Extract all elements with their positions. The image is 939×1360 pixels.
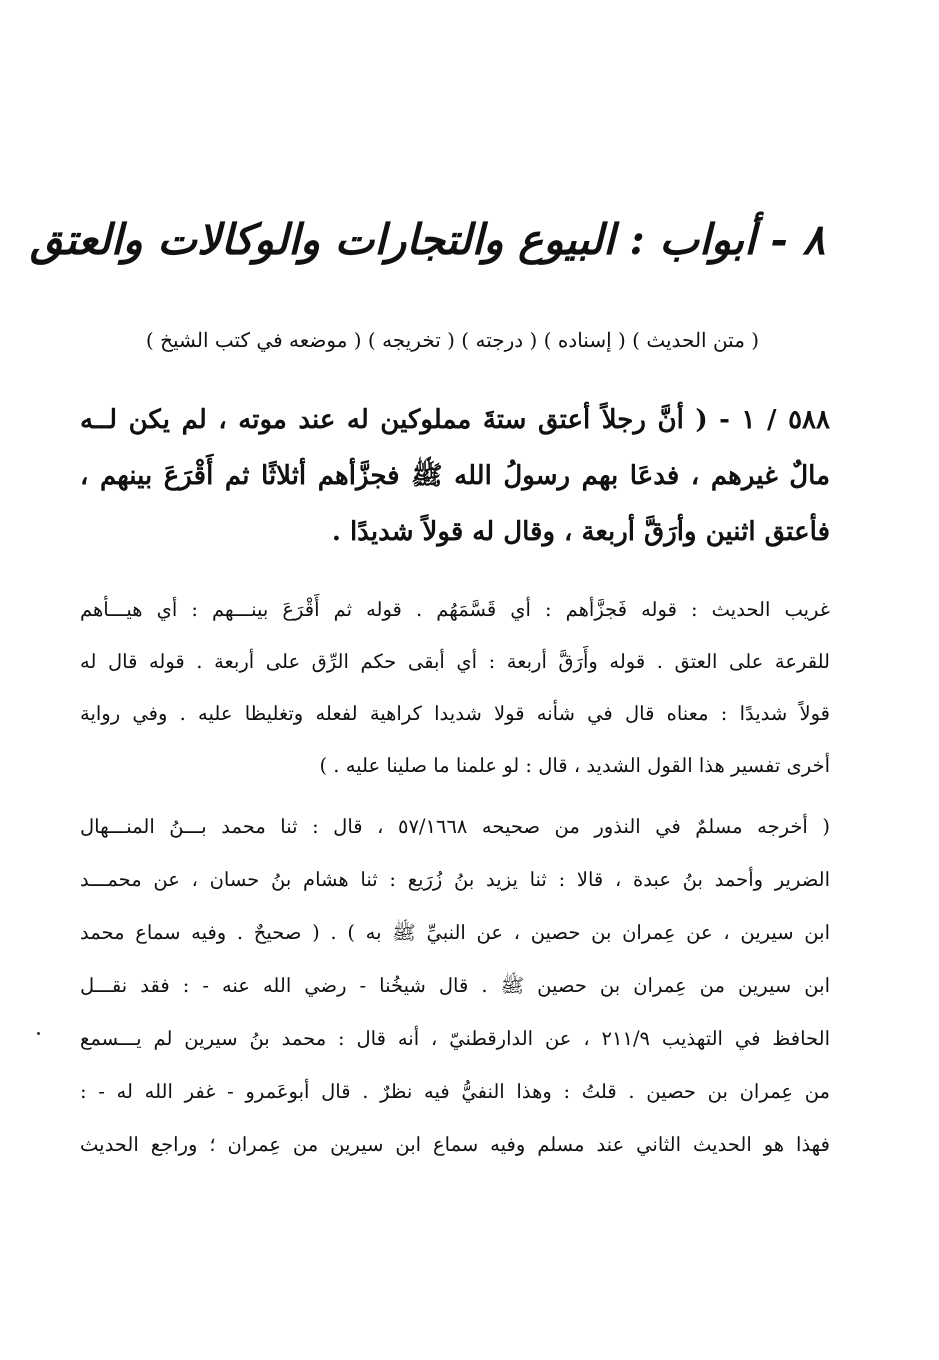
hadith-line: ٥٨٨ / ١ - ( أنَّ رجلاً أعتق ستةَ مملوكين له عند موته ، لم يكن لــه: [80, 405, 830, 435]
takhrij-line: ابن سيرين من عِمران بن حصين ﷺ . قال شيخُنا - رضي الله عنه - : فقد نقـــل: [80, 974, 830, 997]
margin-speck: [37, 1032, 40, 1035]
gharib-line: أخرى تفسير هذا القول الشديد ، قال : لو علمنا ما صلينا عليه . ): [319, 754, 830, 777]
takhrij-line: الضرير وأحمد بنُ عبدة ، قالا : ثنا يزيد بنُ زُرَيع : ثنا هشام بنُ حسان ، عن محمـــد: [80, 868, 830, 891]
takhrij-line: ابن سيرين ، عن عِمران بن حصين ، عن النبيِّ ﷺ به ) . ( صحيحٌ . وفيه سماع محمد: [80, 921, 830, 944]
gharib-line: للقرعة على العتق . قوله وأَرَقَّ أربعة : أي أبقى حكم الرِّق على أربعة . قوله قال له: [80, 650, 830, 673]
takhrij-line: من عِمران بن حصين . قلتُ : وهذا النفيُّ فيه نظرٌ . قال أبوعَمرو - غفر الله له - :: [80, 1080, 830, 1103]
columns-legend: ( متن الحديث ) ( إسناده ) ( درجته ) ( تخريجه ) ( موضعه في كتب الشيخ ): [145, 328, 760, 352]
chapter-title: ٨ - أبواب : البيوع والتجارات والوكالات والعتق: [30, 215, 825, 264]
hadith-line: فأعتق اثنين وأرَقَّ أربعة ، وقال له قولاً شديدًا .: [331, 517, 830, 547]
gharib-line: قولاً شديدًا : معناه قال في شأنه قولا شديدا كراهية لفعله وتغليظا عليه . وفي رواية: [80, 702, 830, 725]
gharib-line: غريب الحديث : قوله فَجزَّأهم : أي قَسَّمَهُم . قوله ثم أَقْرَعَ بينـــهم : أي هيـــأهم: [80, 598, 830, 621]
takhrij-line: الحافظ في التهذيب ٢١١/٩ ، عن الدارقطنيّ ، أنه قال : محمد بنُ سيرين لم يـــسمع: [80, 1027, 831, 1050]
gharib-al-hadith: [80, 584, 830, 792]
hadith-text: [80, 392, 830, 560]
takhrij-section: [80, 800, 830, 1171]
takhrij-line: ( أخرجه مسلمٌ في النذور من صحيحه ٥٧/١٦٦٨ ، قال : ثنا محمد بـــنُ المنـــهال: [80, 815, 830, 838]
hadith-line: مالٌ غيرهم ، فدعَا بهم رسولُ الله ﷺ فجزَّأهم أثلاثًا ثم أَقْرَعَ بينهم ،: [80, 461, 830, 491]
takhrij-line: فهذا هو الحديث الثاني عند مسلم وفيه سماع ابن سيرين من عِمران ؛ وراجع الحديث: [80, 1133, 830, 1156]
